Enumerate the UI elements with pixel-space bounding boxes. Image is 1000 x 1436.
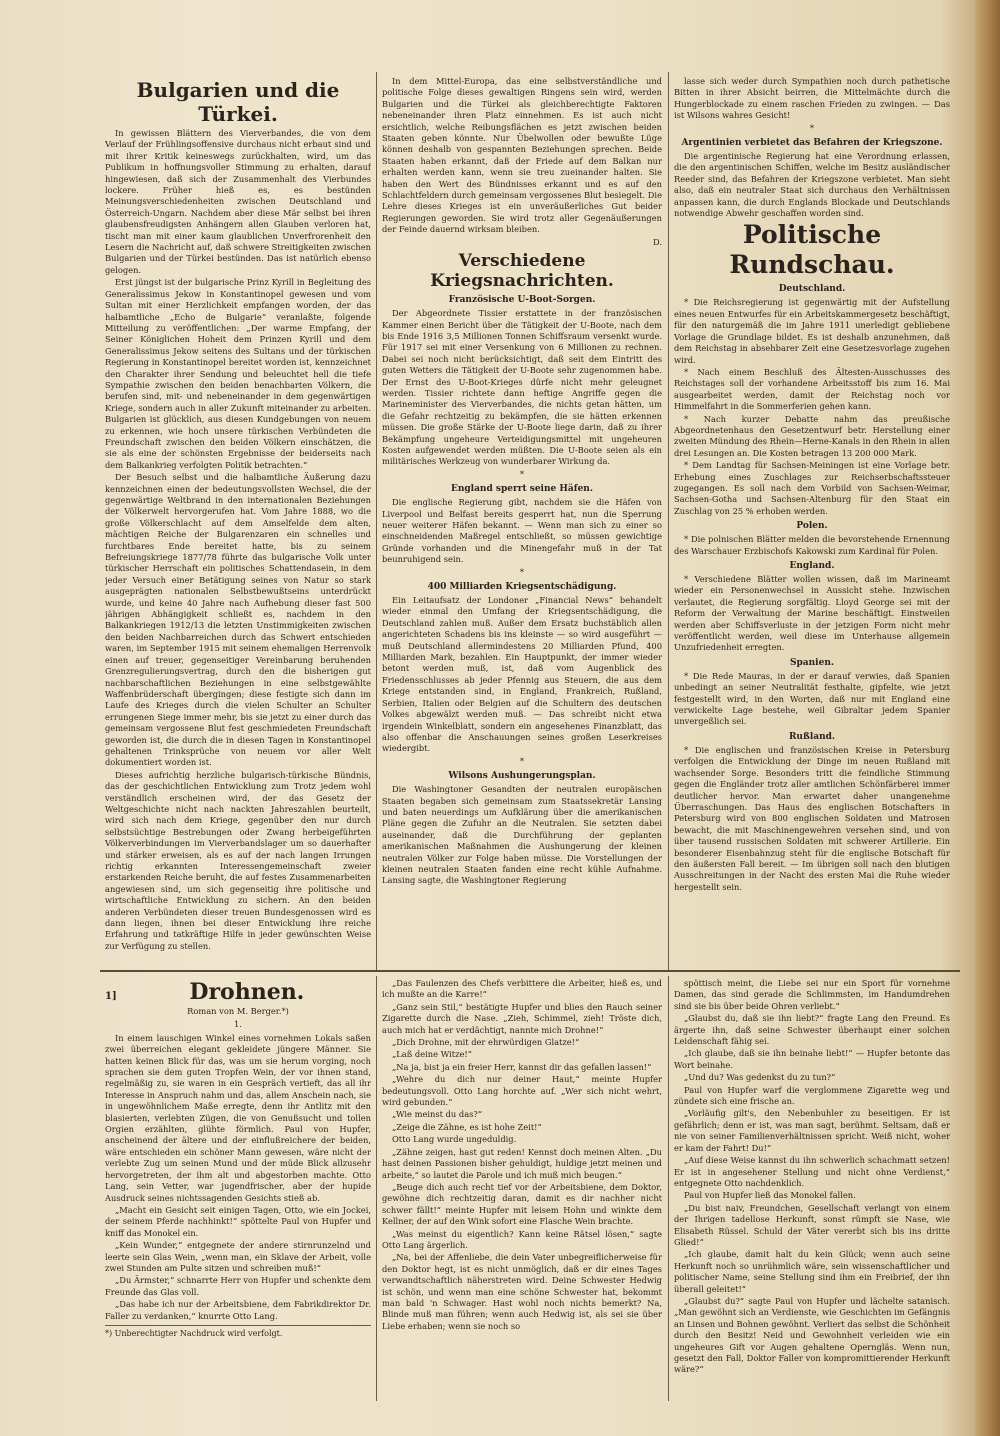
paragraph: Der Abgeordnete Tissier erstattete in der französischen Kammer einen Bericht über die Tätigkeit der U-Boote, nach dem bis Ende 1916 3,5 Millionen Tonnen Schiffsraum versenkt wurde. Für 1917 sei mit einer Versenkung von 6 Millionen zu rechnen. Dabei sei noch nicht berücksichtigt, daß seit dem Eintritt des guten Wetters die Tätigkeit der U-Boote sehr zugenommen habe. Der Ernst des U-Boot-Krieges dürfe nicht mehr geleugnet werden. Tissier richtete dann heftige Angriffe gegen die Marineminister des Vierverbandes, die nichts getan hätten, um die Gefahr rechtzeitig zu bekämpfen, die sie hätten erkennen müssen. Die große Stärke der U-Boote liege darin, daß zu ihrer Bekämpfung ungeheure Verteidigungsmittel mit ungeheuren Kosten aufgewendet werden müßten. Die U-Boote seien als ein militärisches Werkzeug von wunderbarer Wirkung da. — [382, 308, 662, 467]
paragraph: „Du Ärmster,“ schnarrte Herr von Hupfer und schenkte dem Freunde das Glas voll. — [105, 1275, 371, 1297]
paragraph: „Das habe ich nur der Arbeitsbiene, dem Fabrikdirektor Dr. Faller zu verdanken,“ knurrte Otto Lang. — [105, 1299, 371, 1321]
paragraph: „Und du? Was gedenkst du zu tun?“ — [684, 1072, 836, 1083]
section-divider — [100, 970, 960, 972]
article-bulgarien — [105, 78, 371, 968]
paragraph: * Nach einem Beschluß des Ältesten-Ausschusses des Reichstages soll der vorhandene Arbeitsstoff bis zum 16. Mai ausgearbeitet werden, damit der Reichstag noch vor Himmelfahrt in die Sommerferien gehen kann. — [674, 366, 950, 412]
novel-column-3 — [674, 978, 950, 1400]
war-news-column — [382, 76, 662, 968]
paragraph: * Die Rede Mauras, in der er darauf verwies, daß Spanien unbedingt an seiner Neutralität festhalte, gipfelte, wie jetzt festgestellt wird, in den Worten, daß nur mit England eine verwickelte Lage bestehe, weil Gibraltar jedem Spanier unvergeßlich sei. — [674, 670, 950, 727]
separator-star: * — [519, 566, 525, 577]
separator-star: * — [519, 755, 525, 766]
item-heading: 400 Milliarden Kriegsentschädigung. — [427, 582, 617, 593]
paragraph: In dem Mittel-Europa, das eine selbstverständliche und politische Folge dieses gewaltigen Ringens sein wird, werden Bulgarien und die Türkei als gleichberechtigte Faktoren nebeneinander ihren Platz einnehmen. Es ist auch nicht ersichtlich, welche Reibungsflächen es jetzt zwischen beiden Staaten geben könnte. Nur Übelwollen oder bewußte Lüge können deshalb von gespannten Beziehungen sprechen. Beide Staaten haben erkannt, daß der Friede auf dem Balkan nur erhalten werden kann, wenn sie treu zueinander halten. Sie haben den Wert des Bündnisses erkannt und es auf den Schlachtfeldern durch gemeinsam vergossenes Blut besiegelt. Die Lehre dieses Krieges ist ein unveräußerliches Gut beider Regierungen geworden. Sie wird trotz aller Gegenäußerungen der Feinde dauernd wirksam bleiben. — [382, 76, 662, 235]
region-heading: Deutschland. — [778, 284, 846, 295]
paragraph: „Beuge dich auch recht tief vor der Arbeitsbiene, dem Doktor, gewöhne dich rechtzeitig daran, damit es dir nachher nicht schwer fällt!“ meinte Hupfer mit leisem Hohn und winkte dem Kellner, der auf den Wink sofort eine Flasche Wein brachte. — [382, 1181, 662, 1227]
paragraph: spöttisch meint, die Liebe sei nur ein Sport für vornehme Damen, das sind gerade die Schlimmsten, im Handumdrehen sind sie bis über beide Ohren verliebt.“ — [674, 978, 950, 1011]
paragraph: Die Washingtoner Gesandten der neutralen europäischen Staaten begaben sich gemeinsam zum Staatssekretär Lansing und baten neuerdings um Aufklärung über die amerikanischen Pläne gegen die Zufuhr an die Neutralen. Sie setzten dabei auseinander, daß die Durchführung der geplanten amerikanischen Maßnahmen die Aushungerung der kleinen neutralen Völker zur Folge haben müsse. Die Vorstellungen der kleinen neutralen Staaten fanden eine recht kühle Aufnahme. Lansing sagte, die Washingtoner Regierung — [382, 784, 662, 886]
paragraph: „Glaubst du?“ sagte Paul von Hupfer und lächelte satanisch. „Man gewöhnt sich an Verdienste, wie Geschichten im Gefängnis an Linsen und Bohnen gewöhnt. Verliert das selbst die Schönheit durch den Besitz! Neid und Gewohnheit verleiden wie ein ungeheures Gift vor Augen gehaltene Operngläs. Wenn nun, gesetzt den Fall, Doktor Faller von kompromittierender Herkunft wäre?“ — [674, 1295, 950, 1375]
paragraph: * Die Reichsregierung ist gegenwärtig mit der Aufstellung eines neuen Entwurfes für ein Arbeitskammergesetz beschäftigt, für den naturgemäß die im Jahre 1911 unerledigt gebliebene Vorlage die Grundlage bildet. Es ist deshalb anzunehmen, daß dem Reichstag in absehbarer Zeit eine Gesetzesvorlage zugehen wird. — [674, 297, 950, 365]
paragraph: „Du bist naiv, Freundchen, Gesellschaft verlangt von einem der Ihrigen tadellose Herkunft, sonst rümpft sie Nase, wie Elisabeth Rüssel. Schuld der Väter vererbt sich bis ins dritte Glied!“ — [674, 1202, 950, 1247]
paragraph: „Ganz sein Stil,“ bestätigte Hupfer und blies den Rauch seiner Zigarette durch die Nase. „Zieh, Schimmel, zieh! Tröste dich, auch mich hat er verdächtigt, nannte mich Drohne!“ — [382, 1001, 662, 1035]
paragraph: Die englische Regierung gibt, nachdem sie die Häfen von Liverpool und Belfast bereits gesperrt hat, nun die Sperrung neuer weiterer Häfen bekannt. — Wenn man sich zu einer so einschneidenden Maßregel entschließt, so müssen gewichtige Gründe vorhanden und die Minengefahr muß in der Tat beunruhigend sein. — [382, 497, 662, 565]
separator-star: * — [809, 122, 815, 133]
item-heading: England sperrt seine Häfen. — [450, 484, 593, 495]
paragraph: „Na, bei der Affenliebe, die dein Vater unbegreiflicherweise für den Doktor hegt, ist es nicht unmöglich, daß er dir eines Tages verwandtschaftlich näherstreten wird. Deine Schwester Hedwig ist schön, und wenn man eine schöne Schwester hat, bekommt man bald 'n Schwager. Hast wohl noch nichts bemerkt? Na, Blinde muß man führen; wenn auch Hedwig ist, als sei sie über Liebe erhaben; wenn sie noch so — [382, 1252, 662, 1331]
novel-title: Drohnen. — [189, 980, 305, 1005]
paragraph: „Kein Wunder,“ entgegnete der andere stirnrunzelnd und leerte sein Glas Wein, „wenn man, ein Sklave der Arbeit, volle zwei Stunden am Pulte sitzen und schreiben muß!“ — [105, 1240, 371, 1273]
region-heading: Polen. — [796, 521, 828, 532]
article-title: Bulgarien und die Türkei. — [136, 78, 340, 126]
paragraph: Ein Leitaufsatz der Londoner „Financial News“ behandelt wieder einmal den Umfang der Kriegsentschädigung, die Deutschland zahlen muß. Außer dem Ersatz buchstäblich allen angerichteten Schadens bis ins kleinste — so wird ausgeführt — muß Deutschland allermindestens 20 Milliarden Pfund, 400 Milliarden Mark, bezahlen. Ein Hauptpunkt, der immer wieder betont werden muß, ist, daß vom Augenblick des Friedensschlusses ab jeder Pfennig aus Steuern, die aus dem Kriege entstanden sind, in England, Frankreich, Rußland, Serbien, Italien oder Belgien auf die Schultern des deutschen Volkes abgewälzt werden muß. — Das schreibt nicht etwa irgendein Winkelblatt, sondern ein angesehenes Finanzblatt, das also offenbar die Anschauungen seines großen Leserkreises wiedergibt. — [382, 595, 662, 754]
paragraph: „Ich glaube, damit halt du kein Glück; wenn auch seine Herkunft noch so unrühmlich wäre, sein wissenschaftlicher und politischer Name, seine Stellung sind ihm ein Freibrief, der ihn überall geleitet!“ — [674, 1249, 950, 1294]
paragraph: „Laß deine Witze!“ — [392, 1049, 472, 1060]
item-heading: Französische U-Boot-Sorgen. — [448, 295, 596, 306]
paragraph: „Vorläufig gilt's, den Nebenbuhler zu beseitigen. Er ist gefährlich; denn er ist, was man sagt, berühmt. Seltsam, daß er nie von seiner Familienverhältnissen spricht. Weiß nicht, woher er kam der Fahrt! Du!“ — [674, 1108, 950, 1153]
column-divider — [668, 976, 669, 1401]
paragraph: Paul von Hupfer ließ das Monokel fallen. — [684, 1190, 856, 1201]
novel-column-1 — [105, 980, 371, 1400]
page-edge — [975, 0, 1000, 1436]
paragraph: „Zähne zeigen, hast gut reden! Kennst doch meinen Alten. „Du hast deinen Passionen bisher gehuldigt, huldige jetzt meinen und arbeite,“ so lautet die Parole und ich muß mich beugen.“ — [382, 1146, 662, 1180]
politics-column — [674, 76, 950, 968]
paragraph: * Verschiedene Blätter wollen wissen, daß im Marineamt wieder ein Personenwechsel in Aussicht stehe. Inzwischen verlautet, die Regierung sorgfältig. Lloyd George sei mit der Reform der Verwaltung der Marine beschäftigt. Einstweilen werden aber Schiffsverluste in der jetzigen Form nicht mehr veröffentlicht werden, weil diese im Unterhause allgemein Unzufriedenheit erregten. — [674, 574, 950, 653]
paragraph: „Ich glaube, daß sie ihn beinahe liebt!“ — Hupfer betonte das Wort beinahe. — [674, 1048, 950, 1070]
novel-header — [105, 980, 371, 1004]
section-title: Verschiedene Kriegsnachrichten. — [430, 251, 614, 292]
region-heading: Rußland. — [788, 731, 836, 742]
section-title: Politische Rundschau. — [729, 220, 895, 280]
paragraph: „Na ja, bist ja ein freier Herr, kannst dir das gefallen lassen!“ — [392, 1061, 652, 1072]
paragraph: „Wie meinst du das?“ — [392, 1109, 483, 1120]
column-divider — [668, 72, 669, 970]
column-divider — [376, 72, 377, 970]
footnote: *) Unberechtigter Nachdruck wird verfolgt. — [105, 1325, 371, 1339]
paragraph: Paul von Hupfer warf die verglommene Zigarette weg und zündete sich eine frische an. — [674, 1084, 950, 1107]
paragraph: „Auf diese Weise kannst du ihn schwerlich schachmatt setzen! Er ist in angesehener Stellung und nicht ohne Verdienst,“ entgegnete Otto nachdenklich. — [674, 1155, 950, 1188]
paragraph: lasse sich weder durch Sympathien noch durch pathetische Bitten in ihrer Absicht beirren, die Mittelmächte durch die Hungerblockade zu einem raschen Frieden zu zwingen. — Das ist Wilsons wahres Gesicht! — [674, 76, 950, 121]
paragraph: Der Besuch selbst und die halbamtliche Äußerung dazu kennzeichnen einen der bedeutungsvollsten Wechsel, die der gegenwärtige Weltbrand in den internationalen Beziehungen der Völkerwelt hervorgerufen hat. Vom Jahre 1888, wo die große Völkerschlacht auf dem Amselfelde dem alten, mächtigen Reiche der Bulgarenzaren ein schnelles und furchtbares Ende bereitet hatte, bis zu seinem Befreiungskriege 1877/78 führte das bulgarische Volk unter türkischer Herrschaft ein politisches Schattendasein, in dem jeder Versuch einer Betätigung seines von Natur so stark ausgeprägten nationalen Selbstbewußtseins unterdrückt wurde, und keine 40 Jahre nach Aufhebung dieser fast 500 jährigen Abhängigkeit schließt es, nachdem in den Balkankriegen 1912/13 die letzten Unstimmigkeiten zwischen den beiden Nachbarreichen durch das Schwert entschieden waren, im September 1915 mit seinem ehemaligen Herrenvolk einen auf treuer, gegenseitiger Vereinbarung beruhenden Grenzregulierungsvertrag, durch den die bisherigen gut nachbarschaftlichen Beziehungen in eine selbstgewählte Waffenbrüderschaft übergingen; diese festigte sich dann im Laufe des Krieges durch die vielen Schulter an Schulter errungenen Siege immer mehr, bis sie jetzt zu einer durch das gemeinsam vergossene Blut fest geschmiedeten Freundschaft geworden ist, die durch die in diesen Tagen in Konstantinopel gehaltenen Trinksprüche von neuem vor aller Welt dokumentiert worden ist. — [105, 472, 371, 768]
paragraph: * Die polnischen Blätter melden die bevorstehende Ernennung des Warschauer Erzbischofs Kakowski zum Kardinal für Polen. — [674, 534, 950, 556]
novel-byline: Roman von M. Berger.*) — [187, 1006, 289, 1016]
paragraph: * Die englischen und französischen Kreise in Petersburg verfolgen die Entwicklung der Dinge im neuen Rußland mit wachsender Sorge. Besonders tritt die feindliche Stimmung gegen die Engländer trotz aller amtlichen Schönfärberei immer deutlicher hervor. Man erwartet daher unangenehme Überraschungen. Das Haus des englischen Botschafters in Petersburg wird von 800 englischen Soldaten und Matrosen bewacht, die mit Maschinengewehren versehen sind, und von über tausend russischen Soldaten mit schwerer Artillerie. Ein besonderer Eisenbahnzug steht für die englische Botschaft für den äußersten Fall bereit. — Im übrigen soll nach den blutigen Ausschreitungen in der Nacht des ersten Mai die Ruhe wieder hergestellt sein. — [674, 744, 950, 892]
paragraph: Die argentinische Regierung hat eine Verordnung erlassen, die den argentinischen Schiffen, welche im Besitz ausländischer Reeder sind, das Befahren der Kriegszone verbietet. Man sieht also, daß ein neutraler Staat sich durchaus den Verhältnissen anpassen kann, die durch Englands Blockade und Deutschlands notwendige Abwehr geschaffen worden sind. — [674, 151, 950, 219]
paragraph: Dieses aufrichtig herzliche bulgarisch-türkische Bündnis, das der geschichtlichen Entwicklung zum Trotz jedem wohl verständlich erscheinen wird, der das Gesetz der Weltgeschichte nicht nach nackten Jahreszahlen beurteilt, wird sich nach dem Kriege, gegenüber den nur durch selbstsüchtige Bestrebungen oder Zwang herbeigeführten Völkerverbindungen im Vierverbandslager um so dauerhafter und stärker erweisen, als es auf der nach langen Irrungen richtig erkannten Interessengemeinschaft zweier erstarkenden Reiche beruht, die auf festes Zusammenarbeiten angewiesen sind, um sich gegenseitig ihre politische und wirtschaftliche Entwicklung zu sichern. An den beiden anderen Verbündeten dieser treuen Bundesgenossen wird es dann liegen, ihnen bei dieser Entwicklung ihre reiche Erfahrung und tatkräftige Hilfe in jeder gewünschten Weise zur Verfügung zu stellen. — [105, 769, 371, 951]
paragraph: In einem lauschigen Winkel eines vornehmen Lokals saßen zwei überreichen elegant gekleidete jüngere Männer. Sie hatten keinen Blick für das, was um sie herum vorging, noch sprachen sie dem guten Tropfen Wein, der vor ihnen stand, regelmäßig zu, sie waren in ein Gespräch vertieft, das all ihr Interesse in Anspruch nahm und das, allem Anschein nach, sie in ungewöhnlichem Maße erregte, denn ihr Antlitz mit den blasierten, verlebten Zügen, die von Genußsucht und tollen Orgien erzählten, glühte förmlich. Paul von Hupfer, anscheinend der ältere und der einflußreichere der beiden, wäre entschieden ein schöner Mann gewesen, wäre nicht der verlebte Zug um seinen Mund und der müde Blick allzusehr hervorgetreten, der ihm alt und abgestorben machte. Otto Lang, sein Vetter, war jugendfrischer, aber der hupide Ausdruck seines nichtssagenden Gesichts stieß ab. — [105, 1032, 371, 1203]
column-divider — [376, 976, 377, 1401]
item-heading: Argentinien verbietet das Befahren der Kriegszone. — [681, 138, 943, 149]
chapter-number: 1. — [234, 1019, 242, 1030]
region-heading: England. — [789, 561, 835, 571]
paragraph: In gewissen Blättern des Vierverbandes, die von dem Verlauf der Frühlingsoffensive durchaus nicht erbaut sind und mit ihrer Kritik keineswegs zurückhalten, wird, um das Publikum in hoffnungsvoller Stimmung zu erhalten, darauf hingewiesen, daß sich der Zusammenhalt des Vierbundes lockere. Früher hieß es, es bestünden Meinungsverschiedenheiten zwischen Deutschland und Österreich-Ungarn. Nachdem aber diese Mär selbst bei ihren glaubensfreudigsten Anhängern allen Glauben verloren hat, tischt man mit einer kaum glaublichen Unverfrorenheit den Lesern die Nachricht auf, daß schwere Streitigkeiten zwischen Bulgarien und der Türkei bestünden. Das ist natürlich ebenso gelogen. — [105, 128, 371, 275]
paragraph: * Nach kurzer Debatte nahm das preußische Abgeordnetenhaus den Gesetzentwurf betr. Herstellung einer zweiten Mündung des Rhein—Herne-Kanals in den Rhein in allen drei Lesungen an. Die Kosten betragen 13 200 000 Mark. — [674, 413, 950, 458]
signature: D. — [653, 236, 662, 247]
separator-star: * — [519, 468, 525, 479]
paragraph: Otto Lang wurde ungeduldig. — [392, 1134, 517, 1145]
item-heading: Wilsons Aushungerungsplan. — [448, 771, 596, 782]
paragraph: „Macht ein Gesicht seit einigen Tagen, Otto, wie ein Jockei, der seinem Pferde nachhinkt!“ spöttelte Paul von Hupfer und kniff das Monokel ein. — [105, 1204, 371, 1238]
paragraph: „Dich Drohne, mit der ehrwürdigen Glatze!“ — [392, 1037, 580, 1048]
paragraph: * Dem Landtag für Sachsen-Meiningen ist eine Vorlage betr. Erhebung eines Zuschlages zur Reichserbschaftssteuer zugegangen. Es soll nach dem Vorbild von Sachsen-Weimar, Sachsen-Gotha und Sachsen-Altenburg für den Staat ein Zuschlag von 25 % erhoben werden. — [674, 460, 950, 516]
paragraph: Erst jüngst ist der bulgarische Prinz Kyrill in Begleitung des Generalissimus Jekow in Konstantinopel gewesen und vom Sultan mit einer Herzlichkeit empfangen worden, der das halbamtliche „Echo de Bulgarie“ veranlaßte, folgende Mitteilung zu veröffentlichen: „Der warme Empfang, der Seiner Königlichen Hoheit dem Prinzen Kyrill und dem Generalissimus Jekow seitens des Sultans und der türkischen Regierung in Konstantinopel bereitet worden ist, kennzeichnet den Charakter ihrer Sendung und beleuchtet hell die tiefe Sympathie zwischen den beiden benachbarten Völkern, die berufen sind, mit- und nebeneinander in dem gegenwärtigen Kriege, sondern auch in aller Zukunft miteinander zu arbeiten. Bulgarien ist glücklich, aus diesen Kundgebungen von neuem zu erkennen, wie hoch unsere türkischen Verbündeten die Freundschaft zwischen den beiden Völkern einschätzen, die sie als eine der schönsten Ergebnisse der beiderseits nach dem Balkankrieg verfolgten Politik betrachten.“ — [105, 277, 371, 470]
novel-column-2 — [382, 978, 662, 1400]
paragraph: „Zeige die Zähne, es ist hohe Zeit!“ — [392, 1121, 542, 1132]
paragraph: „Das Faulenzen des Chefs verbittere die Arbeiter, hieß es, und ich mußte an die Karre!“ — [382, 978, 662, 1000]
paragraph: „Wehre du dich nur deiner Haut,“ meinte Hupfer bedeutungsvoll. Otto Lang horchte auf. „Wer sich nicht wehrt, wird gebunden.“ — [382, 1074, 662, 1108]
region-heading: Spanien. — [790, 657, 834, 668]
paragraph: „Glaubst du, daß sie ihn liebt?“ fragte Lang den Freund. Es ärgerte ihn, daß seine Schwester überhaupt einer solchen Leidenschaft fähig sei. — [674, 1013, 950, 1047]
paragraph: „Was meinst du eigentlich? Kann keine Rätsel lösen,“ sagte Otto Lang ärgerlich. — [382, 1228, 662, 1250]
installment-number: 1] — [105, 991, 117, 1002]
